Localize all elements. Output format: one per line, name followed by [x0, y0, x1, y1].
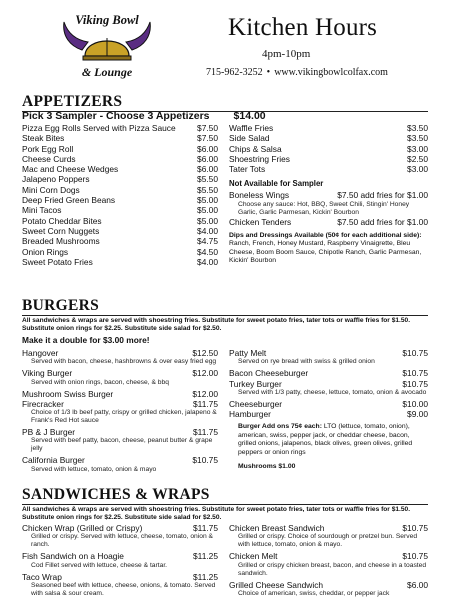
- item-price: $5.50: [197, 174, 218, 185]
- menu-item-chicken-wrap-grilled-or-crispy[interactable]: [22, 523, 218, 533]
- viking-bowl-logo: [52, 10, 162, 88]
- item-description: Choose any sauce: Hot, BBQ, Sweet Chili, Stingin' Honey Garlic, Garlic Parmesan, Kickin' Bourbon: [238, 200, 410, 216]
- website-link[interactable]: www.vikingbowlcolfax.com: [274, 67, 388, 78]
- item-price: $5.00: [197, 215, 218, 226]
- item-name: Bacon Cheeseburger: [229, 368, 309, 379]
- item-price: $7.50 add fries for $1.00: [337, 190, 428, 201]
- item-price: $7.50: [197, 133, 218, 144]
- item-name: Potato Cheddar Bites: [22, 215, 102, 226]
- item-name: Shoestring Fries: [229, 153, 290, 164]
- item-name: Pizza Egg Rolls Served with Pizza Sauce: [22, 123, 176, 133]
- item-name: Cheese Curds: [22, 153, 76, 164]
- item-name: Mini Corn Dogs: [22, 184, 80, 195]
- burgers-title: BURGERS: [22, 297, 100, 314]
- menu-header: [0, 0, 450, 92]
- item-name: PB & J Burger: [22, 427, 76, 438]
- item-price: $2.50: [407, 153, 428, 164]
- item-price: $11.75: [193, 427, 218, 438]
- sandwiches-title: SANDWICHES & WRAPS: [22, 486, 210, 503]
- burgers-note: All sandwiches & wraps are served with shoestring fries. Substitute for sweet potato fries, tater tots or waffle fries for $1.50. Substitute onion rings for $2.25. Substitute side salad for $2.50.: [22, 317, 411, 333]
- dips-heading: Dips and Dressings Available (50¢ for each additional side):: [229, 232, 422, 240]
- sandwiches-right-column: [229, 523, 428, 600]
- phone-number: 715-962-3252: [206, 67, 263, 78]
- item-price: $3.50: [407, 123, 428, 133]
- item-price: $3.00: [407, 143, 428, 154]
- burgers-right-column: [229, 348, 428, 471]
- item-name: Taco Wrap: [22, 571, 62, 582]
- item-price: $5.00: [197, 195, 218, 206]
- menu-item-cheese-curds[interactable]: [22, 154, 218, 164]
- item-name: Firecracker: [22, 398, 64, 409]
- menu-item-boneless-wings[interactable]: [229, 190, 428, 200]
- item-name: Mini Tacos: [22, 205, 62, 216]
- menu-item-chicken-breast-sandwich[interactable]: [229, 523, 428, 533]
- item-name: Chips & Salsa: [229, 143, 282, 154]
- item-description: Grilled or crispy. Choice of sourdough or pretzel bun. Served with lettuce, tomato, onion & mayo.: [238, 533, 418, 549]
- menu-item-bacon-cheeseburger[interactable]: [229, 368, 428, 378]
- item-name: Chicken Melt: [229, 551, 278, 562]
- burger-addons: [229, 423, 428, 457]
- not-available-heading: Not Available for Sampler: [229, 179, 324, 189]
- item-description: Choice of american, swiss, cheddar, or pepper jack: [238, 589, 390, 597]
- item-name: Deep Fried Green Beans: [22, 195, 116, 206]
- sandwiches-note: All sandwiches & wraps are served with shoestring fries. Substitute for sweet potato fries, tater tots or waffle fries for $1.50. Substitute onion rings for $2.25. Substitute side salad for $2.50.: [22, 506, 411, 522]
- menu-item-turkey-burger[interactable]: [229, 379, 428, 389]
- item-name: Mushroom Swiss Burger: [22, 388, 114, 399]
- kitchen-hours-title: Kitchen Hours: [228, 14, 378, 41]
- item-price: $10.00: [402, 398, 428, 409]
- item-price: $6.00: [407, 579, 428, 590]
- menu-item-patty-melt[interactable]: [229, 348, 428, 358]
- item-price: $7.50: [197, 123, 218, 133]
- item-price: $10.75: [402, 378, 428, 389]
- menu-item-potato-cheddar-bites[interactable]: [22, 216, 218, 226]
- sampler-price: $14.00: [233, 110, 266, 122]
- item-name: Fish Sandwich on a Hoagie: [22, 551, 124, 562]
- addons-heading: Burger Add ons 75¢ each:: [238, 423, 322, 431]
- item-description: Seasoned beef with lettuce, cheese, onions, & tomato. Served with salsa & sour cream.: [31, 581, 216, 597]
- item-description: Cod Fillet served with lettuce, cheese & tartar.: [31, 561, 168, 569]
- item-price: $11.25: [193, 571, 218, 582]
- menu-item-cheeseburger[interactable]: [229, 399, 428, 409]
- burgers-left-column: [22, 348, 218, 476]
- sandwiches-left-column: [22, 523, 218, 600]
- menu-item-pork-egg-roll[interactable]: [22, 144, 218, 154]
- menu-item-shoestring-fries[interactable]: [229, 154, 428, 164]
- menu-item-california-burger[interactable]: [22, 455, 218, 465]
- item-price: $7.50 add fries for $1.00: [337, 216, 428, 227]
- item-price: $3.00: [407, 164, 428, 175]
- item-price: $11.25: [193, 551, 218, 562]
- item-name: Side Salad: [229, 133, 270, 144]
- menu-item-hangover[interactable]: [22, 348, 218, 358]
- menu-item-chicken-melt[interactable]: [229, 551, 428, 561]
- item-name: Hangover: [22, 348, 59, 358]
- menu-item-chips-salsa[interactable]: [229, 144, 428, 154]
- item-description: Served with 1/3 patty, cheese, lettuce, tomato, onion & avocado: [238, 388, 427, 396]
- item-price: $4.75: [197, 236, 218, 247]
- item-price: $11.75: [193, 398, 218, 409]
- menu-item-viking-burger[interactable]: [22, 368, 218, 378]
- mushrooms-addon: Mushrooms $1.00: [238, 463, 296, 471]
- sampler-label: Pick 3 Sampler - Choose 3 Appetizers: [22, 110, 210, 122]
- item-description: Grilled or crispy. Served with lettuce, cheese, tomato, onion & ranch.: [31, 533, 214, 549]
- item-description: Served with onion rings, bacon, cheese, & bbq: [31, 378, 169, 386]
- item-name: California Burger: [22, 455, 85, 466]
- sandwiches-rule: [22, 504, 428, 505]
- item-name: Turkey Burger: [229, 378, 282, 389]
- svg-text:Viking Bowl: Viking Bowl: [75, 13, 139, 27]
- menu-item-taco-wrap[interactable]: [22, 572, 218, 582]
- item-name: Pork Egg Roll: [22, 143, 74, 154]
- menu-item-tater-tots[interactable]: [229, 164, 428, 174]
- appetizers-left-column: [22, 123, 218, 267]
- item-description: Choice of 1/3 lb beef patty, crispy or grilled chicken, jalapeno & Frank's Red Hot sauce: [31, 409, 217, 425]
- menu-item-deep-fried-green-beans[interactable]: [22, 195, 218, 205]
- menu-item-sweet-corn-nuggets[interactable]: [22, 226, 218, 236]
- menu-item-jalapeno-poppers[interactable]: [22, 174, 218, 184]
- menu-item-mini-tacos[interactable]: [22, 205, 218, 215]
- menu-item-chicken-tenders[interactable]: [229, 217, 428, 227]
- menu-item-mushroom-swiss-burger[interactable]: [22, 389, 218, 399]
- item-price: $4.00: [197, 225, 218, 236]
- viking-helmet-logo-icon: [52, 10, 162, 88]
- item-price: $11.75: [193, 523, 218, 533]
- item-name: Boneless Wings: [229, 190, 290, 201]
- separator-dot: •: [266, 67, 271, 78]
- item-description: Served with lettuce, tomato, onion & mayo: [31, 465, 157, 473]
- item-price: $4.50: [197, 246, 218, 257]
- item-name: Chicken Wrap (Grilled or Crispy): [22, 523, 143, 533]
- sampler-heading: [22, 110, 266, 122]
- item-name: Grilled Cheese Sandwich: [229, 579, 324, 590]
- contact-line: [206, 67, 388, 78]
- addons-list: LTO (lettuce, tomato, onion), american, swiss, pepper jack, or cheddar cheese, bacon, grilled onions, jalapenos, black olives, green olives, grilled peppers or onion rings: [238, 423, 413, 456]
- item-name: Tater Tots: [229, 164, 266, 175]
- item-description: Served with bacon, cheese, hashbrowns & over easy fried egg: [31, 358, 217, 366]
- item-price: $5.50: [197, 184, 218, 195]
- appetizers-title: APPETIZERS: [22, 93, 123, 110]
- item-name: Onion Rings: [22, 246, 69, 257]
- item-description: Grilled or crispy chicken breast, bacon, and cheese in a toasted sandwich.: [238, 561, 427, 577]
- item-price: $6.00: [197, 164, 218, 175]
- item-price: $10.75: [402, 551, 428, 562]
- menu-item-onion-rings[interactable]: [22, 247, 218, 257]
- item-price: $6.00: [197, 153, 218, 164]
- item-name: Sweet Corn Nuggets: [22, 225, 100, 236]
- item-price: $12.50: [192, 348, 218, 358]
- appetizers-right-column: [229, 123, 428, 266]
- menu-item-steak-bites[interactable]: [22, 133, 218, 143]
- item-description: Served with beef patty, bacon, cheese, peanut butter & grape jelly: [31, 437, 213, 453]
- item-name: Jalapeno Poppers: [22, 174, 90, 185]
- item-price: $10.75: [402, 523, 428, 533]
- item-price: $3.50: [407, 133, 428, 144]
- menu-item-side-salad[interactable]: [229, 133, 428, 143]
- dips-list: Ranch, French, Honey Mustard, Raspberry Vinaigrette, Bleu Cheese, Boom Boom Sauce, Chipotle Ranch, Garlic Parmesan, Kickin' Bourbon: [229, 240, 422, 265]
- item-name: Steak Bites: [22, 133, 65, 144]
- item-name: Waffle Fries: [229, 123, 274, 133]
- item-name: Cheeseburger: [229, 398, 283, 409]
- menu-item-firecracker[interactable]: [22, 399, 218, 409]
- menu-item-mini-corn-dogs[interactable]: [22, 185, 218, 195]
- make-double-note: Make it a double for $3.00 more!: [22, 335, 150, 345]
- item-name: Mac and Cheese Wedges: [22, 164, 119, 175]
- menu-item-grilled-cheese-sandwich[interactable]: [229, 580, 428, 590]
- menu-item-waffle-fries[interactable]: [229, 123, 428, 133]
- item-price: $10.75: [402, 348, 428, 358]
- item-name: Viking Burger: [22, 368, 73, 379]
- item-name: Breaded Mushrooms: [22, 236, 100, 247]
- item-price: $5.00: [197, 205, 218, 216]
- menu-item-pizza-egg-rolls-served-with-pizza-sauce[interactable]: [22, 123, 218, 133]
- item-price: $10.75: [402, 368, 428, 379]
- item-price: $6.00: [197, 143, 218, 154]
- item-name: Sweet Potato Fries: [22, 256, 93, 267]
- svg-text:& Lounge: & Lounge: [81, 65, 133, 79]
- menu-item-sweet-potato-fries[interactable]: [22, 257, 218, 267]
- item-price: $4.00: [197, 256, 218, 267]
- kitchen-hours-time: 4pm-10pm: [262, 48, 311, 60]
- burgers-rule: [22, 315, 428, 316]
- item-description: Served on rye bread with swiss & grilled onion: [238, 358, 375, 366]
- item-price: $12.00: [192, 388, 218, 399]
- item-price: $12.00: [192, 368, 218, 379]
- menu-item-mac-and-cheese-wedges[interactable]: [22, 164, 218, 174]
- item-name: Patty Melt: [229, 348, 267, 358]
- menu-item-pb-j-burger[interactable]: [22, 427, 218, 437]
- item-name: Hamburger: [229, 409, 271, 420]
- menu-item-hamburger[interactable]: [229, 409, 428, 419]
- menu-item-fish-sandwich-on-a-hoagie[interactable]: [22, 551, 218, 561]
- dips-info: [229, 232, 428, 266]
- item-price: $10.75: [192, 455, 218, 466]
- item-name: Chicken Tenders: [229, 216, 292, 227]
- menu-item-breaded-mushrooms[interactable]: [22, 236, 218, 246]
- item-name: Chicken Breast Sandwich: [229, 523, 325, 533]
- item-price: $9.00: [407, 409, 428, 420]
